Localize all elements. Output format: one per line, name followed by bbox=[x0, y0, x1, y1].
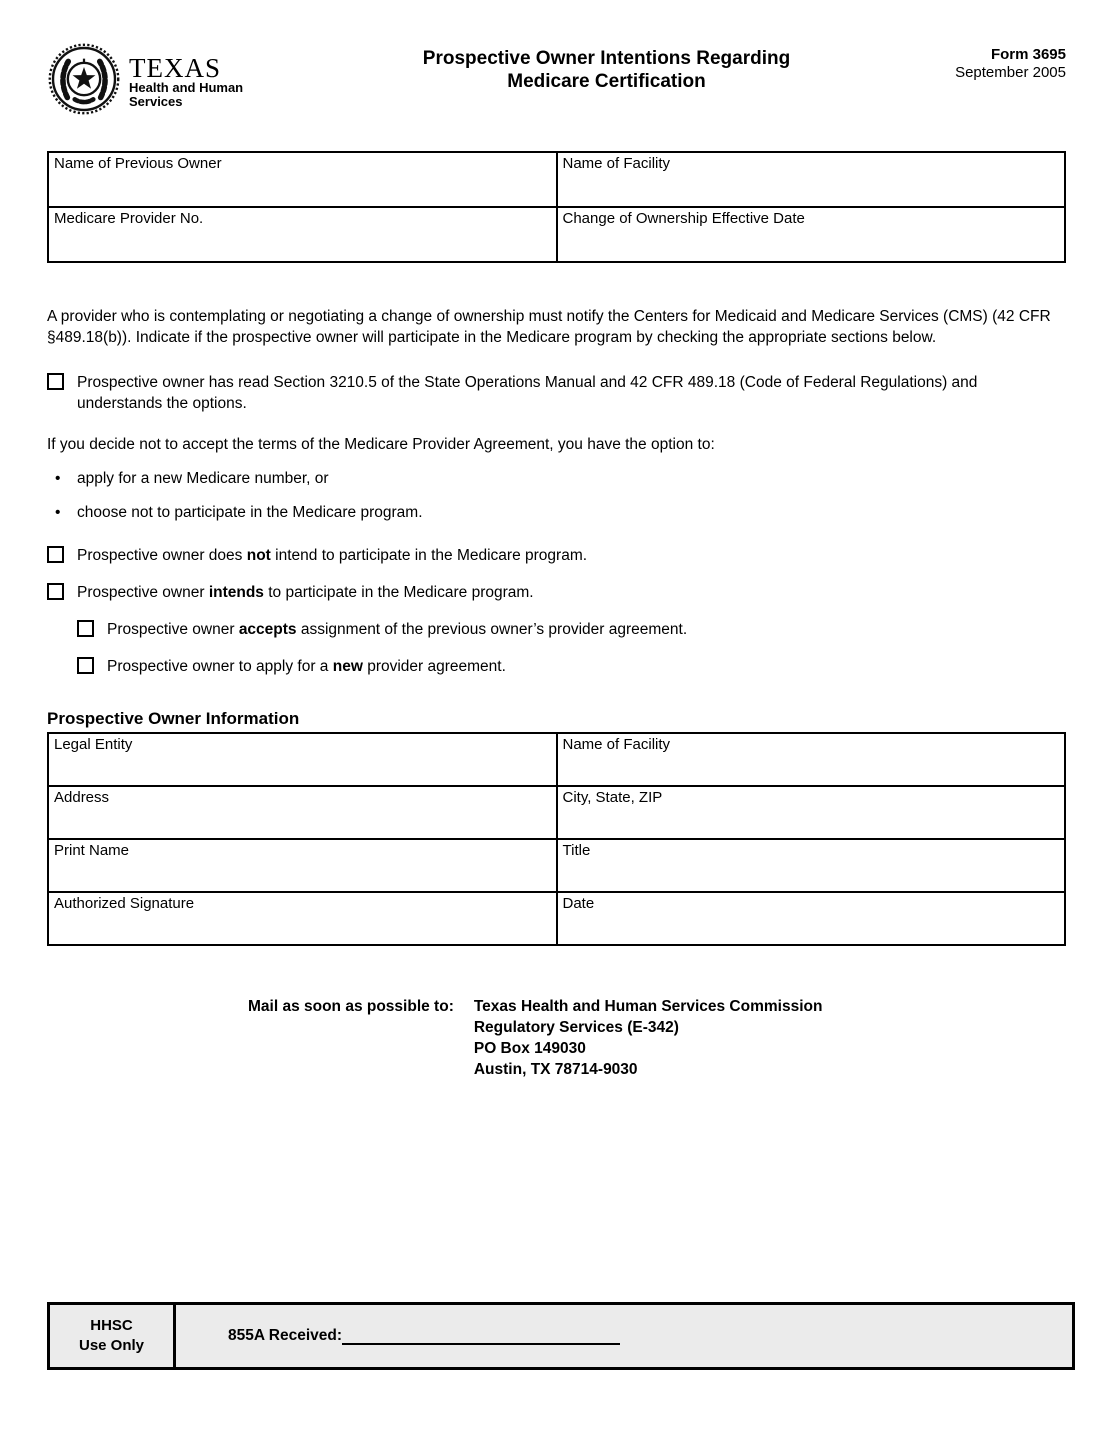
option-not-participate-row bbox=[47, 545, 1066, 566]
name-of-previous-owner-input[interactable] bbox=[54, 173, 551, 197]
label-bold-text: intends bbox=[208, 584, 264, 601]
field-name-of-facility[interactable] bbox=[557, 152, 1066, 207]
print-name-input[interactable] bbox=[54, 860, 551, 884]
bullet-text: apply for a new Medicare number, or bbox=[77, 470, 329, 487]
field-city-state-zip[interactable] bbox=[557, 786, 1066, 839]
checkbox-intends[interactable] bbox=[47, 583, 64, 600]
checkbox-not-participate-label bbox=[77, 545, 587, 566]
date-input[interactable] bbox=[563, 913, 1060, 937]
option-accepts-assignment-row bbox=[77, 619, 1066, 640]
field-date[interactable] bbox=[557, 892, 1066, 945]
field-label: Print Name bbox=[54, 842, 130, 859]
field-title[interactable] bbox=[557, 839, 1066, 892]
medicare-provider-no-input[interactable] bbox=[54, 228, 551, 252]
hhsc-label-line2: Use Only bbox=[78, 1337, 145, 1354]
checkbox-not-participate[interactable] bbox=[47, 546, 64, 563]
checkbox-intends-label bbox=[77, 582, 534, 603]
field-label: Address bbox=[54, 789, 110, 806]
checkbox-read-manual[interactable] bbox=[47, 373, 64, 390]
acknowledgement-row bbox=[47, 372, 1066, 414]
received-label: 855A Received: bbox=[228, 1327, 343, 1344]
name-of-facility-input[interactable] bbox=[563, 173, 1060, 197]
form-title-line1: Prospective Owner Intentions Regarding bbox=[422, 48, 791, 69]
agency-logo-text bbox=[129, 52, 244, 109]
label-bold-text: accepts bbox=[238, 621, 297, 638]
field-label: Name of Facility bbox=[562, 736, 671, 753]
table-row bbox=[48, 786, 1065, 839]
agency-subtitle-line1: Health and Human bbox=[129, 79, 244, 95]
owner-info-heading: Prospective Owner Information bbox=[47, 709, 300, 728]
bullet-icon: • bbox=[55, 470, 61, 487]
field-medicare-provider-no[interactable] bbox=[48, 207, 557, 262]
name-of-facility-input[interactable] bbox=[563, 754, 1060, 778]
table-row bbox=[48, 839, 1065, 892]
bullet-text: choose not to participate in the Medicare program. bbox=[77, 504, 423, 521]
mailing-address-line4: Austin, TX 78714-9030 bbox=[473, 1061, 638, 1078]
field-label: City, State, ZIP bbox=[562, 789, 663, 806]
agency-name: TEXAS bbox=[129, 52, 221, 83]
bullet-item-new-number bbox=[47, 468, 1066, 489]
checkbox-new-agreement-label bbox=[107, 656, 506, 677]
bullet-icon: • bbox=[55, 504, 61, 521]
option-new-agreement-row bbox=[77, 656, 1066, 677]
field-name-of-previous-owner[interactable] bbox=[48, 152, 557, 207]
table-row bbox=[48, 152, 1065, 207]
authorized-signature-input[interactable] bbox=[54, 913, 551, 937]
field-label: Title bbox=[562, 842, 591, 859]
agency-logo bbox=[47, 42, 297, 121]
texas-state-seal-icon bbox=[47, 42, 121, 121]
form-title-line2: Medicare Certification bbox=[507, 71, 706, 92]
field-change-of-ownership-date[interactable] bbox=[557, 207, 1066, 262]
field-label: Name of Facility bbox=[562, 155, 671, 172]
field-legal-entity[interactable] bbox=[48, 733, 557, 786]
title-input[interactable] bbox=[563, 860, 1060, 884]
owner-info-table bbox=[47, 732, 1066, 946]
checkbox-read-manual-label: Prospective owner has read Section 3210.5 of the State Operations Manual and 42 CFR 489.18 (Code of Federal Regulations) and understands the options. bbox=[77, 374, 978, 412]
field-label: Medicare Provider No. bbox=[54, 210, 204, 227]
intro-paragraph: A provider who is contemplating or negotiating a change of ownership must notify the Centers for Medicaid and Medicare Services (CMS) (42 CFR §489.18(b)). Indicate if the prospective owner will participate in the Medicare program by checking the appropriate sections below. bbox=[47, 308, 1051, 346]
form-number: Form 3695 bbox=[990, 46, 1066, 63]
field-label: Date bbox=[562, 895, 595, 912]
form-meta bbox=[916, 46, 1066, 82]
form-revision-date: September 2005 bbox=[955, 64, 1066, 81]
hhsc-label-line1: HHSC bbox=[90, 1317, 133, 1334]
hhsc-use-only-box bbox=[47, 1302, 1075, 1370]
mailing-address-line3: PO Box 149030 bbox=[473, 1040, 586, 1057]
option-intends-row bbox=[47, 582, 1066, 603]
previous-owner-table bbox=[47, 151, 1066, 263]
label-text: provider agreement. bbox=[362, 658, 506, 675]
mailing-address-line2: Regulatory Services (E-342) bbox=[473, 1019, 679, 1036]
label-text: Prospective owner bbox=[107, 621, 239, 638]
field-label: Change of Ownership Effective Date bbox=[562, 210, 805, 227]
mailing-instructions bbox=[248, 996, 1066, 1080]
mailing-address bbox=[474, 996, 823, 1080]
agency-subtitle-line2: Services bbox=[129, 93, 183, 109]
field-address[interactable] bbox=[48, 786, 557, 839]
label-text: intend to participate in the Medicare program. bbox=[270, 547, 588, 564]
legal-entity-input[interactable] bbox=[54, 754, 551, 778]
label-bold-text: new bbox=[332, 658, 363, 675]
label-text: to participate in the Medicare program. bbox=[263, 584, 534, 601]
field-print-name[interactable] bbox=[48, 839, 557, 892]
mailing-label: Mail as soon as possible to: bbox=[248, 998, 454, 1015]
checkbox-accepts-assignment[interactable] bbox=[77, 620, 94, 637]
mailing-address-line1: Texas Health and Human Services Commission bbox=[473, 998, 823, 1015]
address-input[interactable] bbox=[54, 807, 551, 831]
field-label: Name of Previous Owner bbox=[54, 155, 222, 172]
field-label: Authorized Signature bbox=[54, 895, 195, 912]
change-of-ownership-date-input[interactable] bbox=[563, 228, 1060, 252]
checkbox-accepts-assignment-label bbox=[107, 619, 687, 640]
field-name-of-facility[interactable] bbox=[557, 733, 1066, 786]
bullet-item-not-participate bbox=[47, 502, 1066, 523]
checkbox-new-agreement[interactable] bbox=[77, 657, 94, 674]
hhsc-received-area bbox=[176, 1305, 1072, 1367]
hhsc-use-only-label bbox=[50, 1305, 176, 1367]
field-authorized-signature[interactable] bbox=[48, 892, 557, 945]
label-text: assignment of the previous owner’s provider agreement. bbox=[296, 621, 688, 638]
field-label: Legal Entity bbox=[54, 736, 133, 753]
label-text: Prospective owner bbox=[77, 584, 209, 601]
label-bold-text: not bbox=[246, 547, 271, 564]
label-text: Prospective owner does bbox=[77, 547, 247, 564]
label-text: Prospective owner to apply for a bbox=[107, 658, 333, 675]
table-row bbox=[48, 892, 1065, 945]
form-header bbox=[47, 42, 1066, 121]
city-state-zip-input[interactable] bbox=[563, 807, 1060, 831]
options-intro: If you decide not to accept the terms of the Medicare Provider Agreement, you have the option to: bbox=[47, 436, 715, 453]
form-title bbox=[297, 47, 916, 93]
received-date-input[interactable] bbox=[342, 1327, 620, 1345]
table-row bbox=[48, 733, 1065, 786]
table-row bbox=[48, 207, 1065, 262]
